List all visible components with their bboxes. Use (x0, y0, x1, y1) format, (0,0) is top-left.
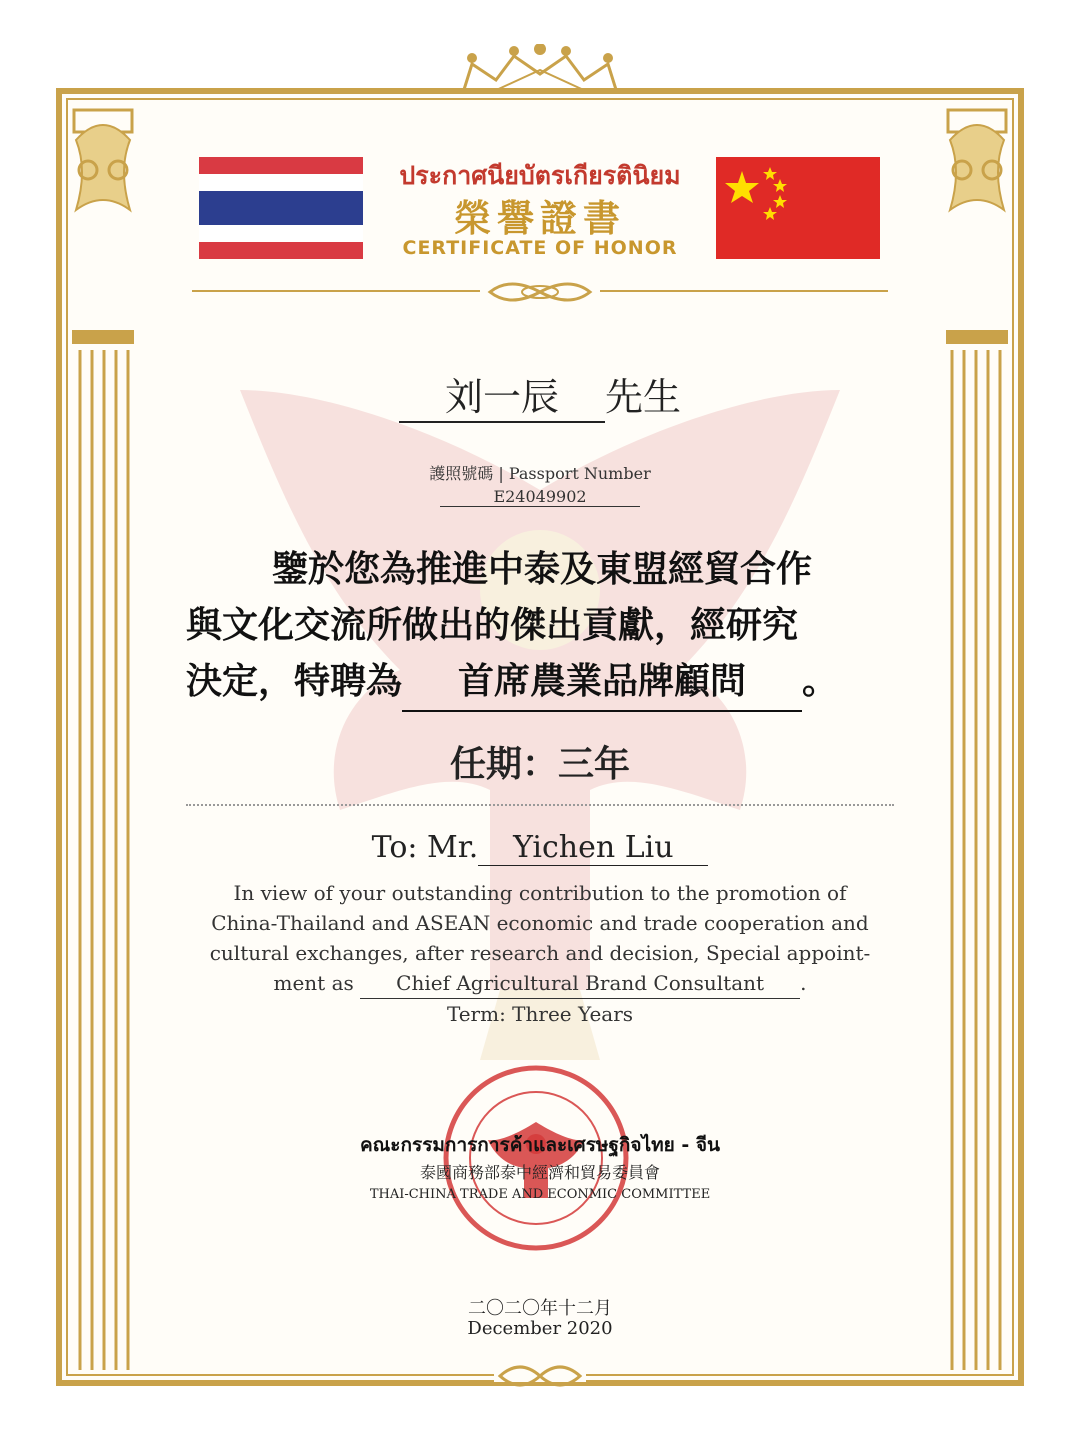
committee-english-name: THAI-CHINA TRADE AND ECONMIC COMMITTEE (369, 1187, 711, 1202)
english-title: CERTIFICATE OF HONOR (402, 237, 678, 259)
english-body (180, 878, 900, 1029)
date-english: December 2020 (467, 1318, 613, 1339)
recipient-name-cn: 刘一辰 (399, 366, 605, 423)
chinese-body-line-1: 鑒於您為推進中泰及東盟經貿合作 (272, 549, 813, 590)
committee-thai-name: คณะกรรมการการค้าและเศรษฐกิจไทย - จีน (359, 1134, 721, 1156)
english-recipient-name: Yichen Liu (478, 830, 708, 866)
bottom-ornament (494, 1358, 586, 1394)
chinese-term: 任期：三年 (449, 744, 630, 785)
chinese-body-line-3-prefix: 決定，特聘為 (186, 661, 403, 702)
english-body-line-1: In view of your outstanding contribution to the promotion of (233, 881, 847, 905)
chinese-title: 榮譽證書 (454, 197, 626, 240)
recipient-honorific: 先生 (604, 375, 681, 419)
english-to-prefix: To: Mr. (371, 830, 479, 865)
chinese-body-line-3 (186, 654, 898, 712)
date-chinese: 二〇二〇年十二月 (468, 1298, 612, 1319)
chinese-body (186, 542, 898, 712)
chinese-position: 首席農業品牌顧問 (402, 654, 802, 712)
thailand-flag-icon (199, 157, 363, 259)
section-divider (186, 804, 894, 806)
english-body-line-4 (180, 968, 900, 999)
recipient-name-line (380, 366, 700, 423)
passport-label: 護照號碼 | Passport Number (429, 464, 651, 483)
left-column-ornament (70, 100, 136, 1376)
english-body-line-3: cultural exchanges, after research and decision, Special appoint- (209, 941, 871, 965)
china-flag-icon (716, 157, 880, 259)
right-column-ornament (944, 100, 1010, 1376)
english-position: Chief Agricultural Brand Consultant (360, 968, 800, 999)
english-term: Term: Three Years (446, 1002, 634, 1026)
passport-number: E24049902 (440, 487, 640, 507)
chinese-body-line-3-suffix: 。 (802, 661, 839, 702)
english-body-line-4-prefix: ment as (273, 971, 354, 995)
committee-chinese-name: 泰國商務部泰中經濟和貿易委員會 (419, 1163, 660, 1182)
english-body-line-4-suffix: . (800, 971, 807, 995)
thai-title: ประกาศนียบัตรเกียรตินิยม (399, 161, 681, 190)
scroll-ornament (470, 272, 610, 312)
english-body-line-2: China-Thailand and ASEAN economic and trade cooperation and (211, 911, 869, 935)
english-to-line (300, 830, 780, 866)
chinese-body-line-2: 與文化交流所做出的傑出貢獻，經研究 (186, 605, 799, 646)
